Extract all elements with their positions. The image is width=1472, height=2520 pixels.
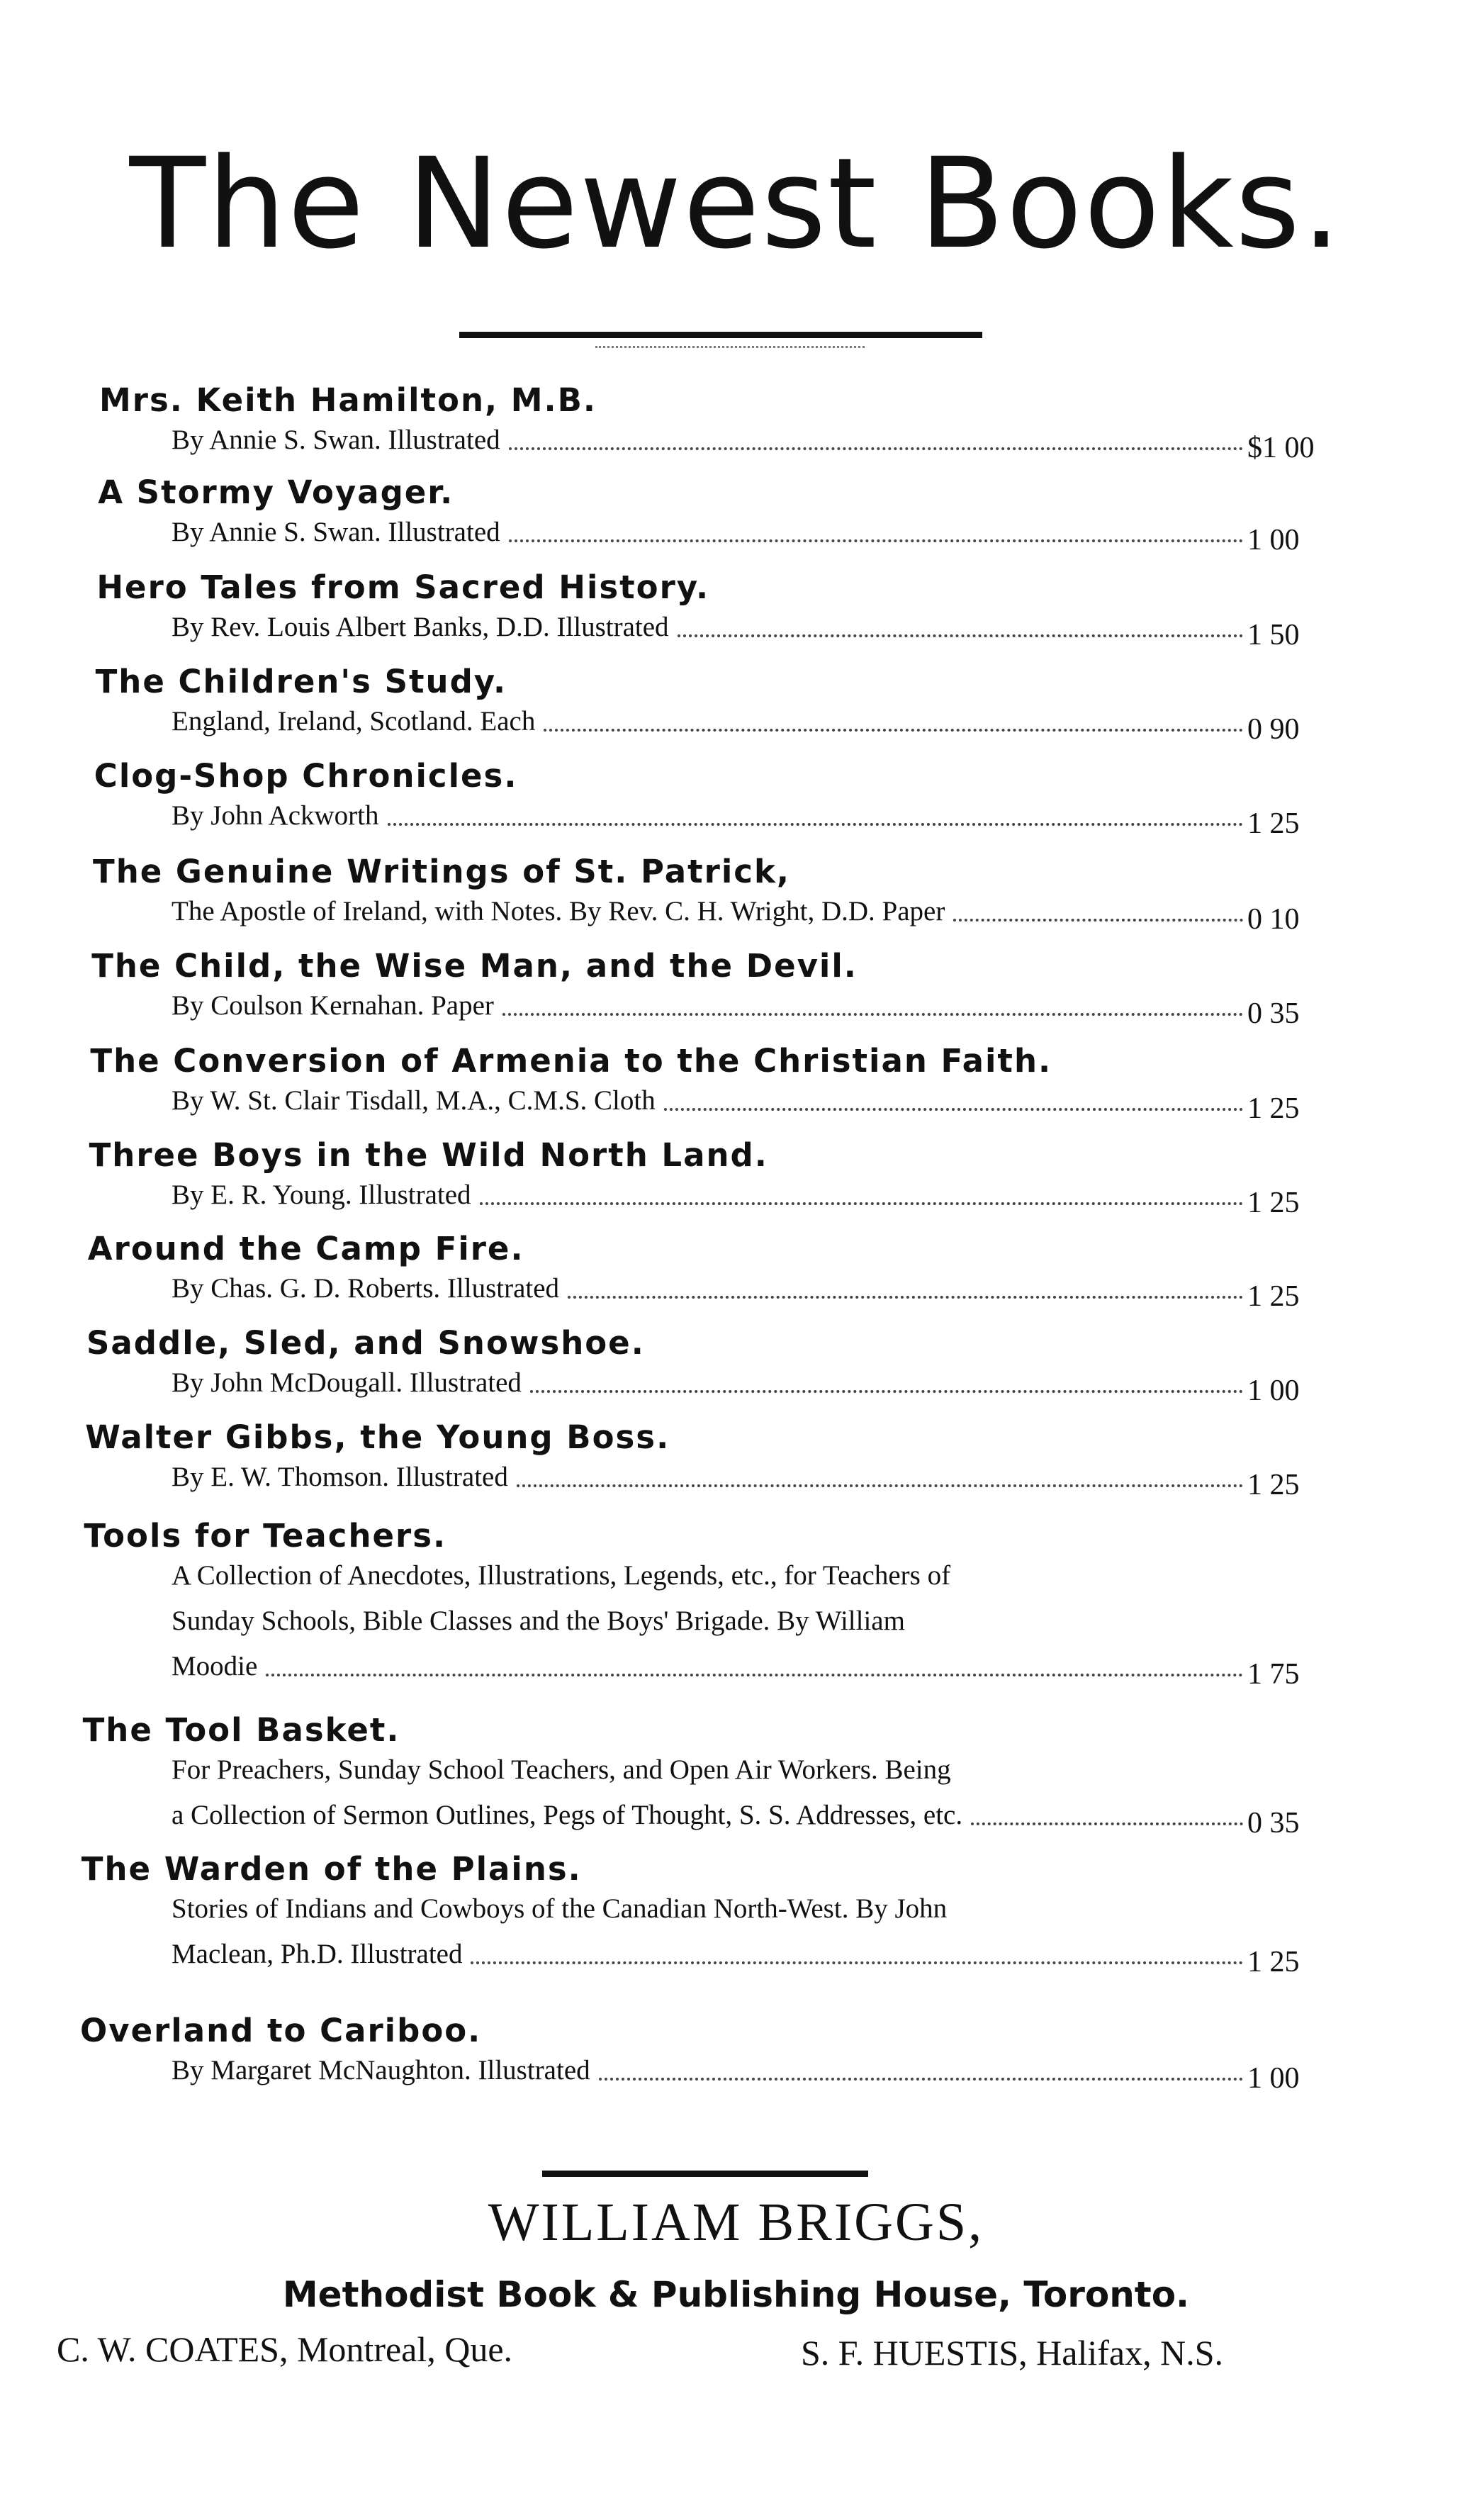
book-description-line	[172, 1893, 947, 1925]
book-description-line	[172, 516, 1243, 548]
book-description-line	[172, 611, 1243, 643]
book-description-line	[172, 1605, 905, 1637]
book-description-text: Sunday Schools, Bible Classes and the Boys' Brigade. By William	[172, 1606, 905, 1636]
book-price: 1 25	[1247, 1280, 1300, 1313]
dot-leader	[599, 2078, 1243, 2081]
book-description-text: Stories of Indians and Cowboys of the Canadian North-West. By John	[172, 1893, 948, 1924]
book-price: 1 50	[1247, 619, 1300, 651]
book-description-line	[172, 424, 1243, 456]
book-price: $1 00	[1247, 432, 1315, 464]
book-price: 1 25	[1247, 1092, 1300, 1125]
book-description-line	[172, 1085, 1243, 1116]
book-price: 1 00	[1247, 1374, 1300, 1407]
book-description-line	[172, 1650, 1243, 1682]
title-underline-ornament	[595, 346, 865, 350]
book-price: 0 35	[1247, 997, 1300, 1030]
book-description-text: By Annie S. Swan. Illustrated	[172, 517, 500, 547]
book-description-line	[172, 895, 1243, 927]
dot-leader	[971, 1822, 1243, 1825]
book-description-text: For Preachers, Sunday School Teachers, and Open Air Workers. Being	[172, 1754, 951, 1785]
book-description-text: By Rev. Louis Albert Banks, D.D. Illustrated	[172, 612, 669, 642]
book-title: The Warden of the Plains.	[81, 1850, 582, 1888]
book-description-text: By Chas. G. D. Roberts. Illustrated	[172, 1273, 560, 1304]
book-description-text: The Apostle of Ireland, with Notes. By Rev. C. H. Wright, D.D. Paper	[172, 896, 945, 926]
dot-leader	[544, 729, 1243, 732]
book-price: 1 25	[1247, 1469, 1300, 1501]
dot-leader	[471, 1961, 1243, 1964]
book-description-text: By Coulson Kernahan. Paper	[172, 990, 494, 1021]
book-price: 1 75	[1247, 1658, 1300, 1691]
book-title: Hero Tales from Sacred History.	[96, 569, 710, 606]
book-description-line	[172, 1754, 951, 1786]
book-description-line	[172, 1559, 950, 1591]
title-underline	[459, 332, 982, 338]
footer-rule	[542, 2171, 868, 2177]
book-description-line	[172, 990, 1243, 1021]
dot-leader	[480, 1202, 1243, 1205]
book-price: 1 00	[1247, 2062, 1300, 2095]
book-description-text: By John Ackworth	[172, 800, 379, 831]
agent-halifax: S. F. HUESTIS, Halifax, N.S.	[801, 2333, 1224, 2373]
agent-montreal: C. W. COATES, Montreal, Que.	[57, 2329, 513, 2369]
book-title: The Child, the Wise Man, and the Devil.	[91, 947, 858, 985]
dot-leader	[266, 1674, 1243, 1676]
page-title: The Newest Books.	[129, 131, 1343, 276]
book-price: 1 25	[1247, 1187, 1300, 1219]
book-title: Around the Camp Fire.	[87, 1230, 524, 1267]
book-title: A Stormy Voyager.	[98, 474, 454, 511]
book-description-text: By E. W. Thomson. Illustrated	[172, 1462, 508, 1492]
book-title: The Children's Study.	[95, 663, 507, 700]
book-description-text: By Annie S. Swan. Illustrated	[172, 425, 500, 455]
book-description-line	[172, 1799, 1243, 1831]
book-title: The Genuine Writings of St. Patrick,	[93, 853, 790, 890]
book-description-text: a Collection of Sermon Outlines, Pegs of Thought, S. S. Addresses, etc.	[172, 1800, 963, 1830]
book-title: Mrs. Keith Hamilton, M.B.	[99, 381, 597, 419]
dot-leader	[530, 1390, 1243, 1393]
dot-leader	[517, 1484, 1243, 1487]
book-price: 0 35	[1247, 1807, 1300, 1839]
dot-leader	[678, 634, 1243, 637]
dot-leader	[509, 539, 1243, 542]
book-description-text: By Margaret McNaughton. Illustrated	[172, 2055, 590, 2085]
book-title: Three Boys in the Wild North Land.	[89, 1136, 768, 1174]
book-description-line	[172, 705, 1243, 737]
book-price: 1 25	[1247, 1946, 1300, 1978]
dot-leader	[509, 447, 1243, 450]
dot-leader	[388, 823, 1244, 826]
book-description-text: Maclean, Ph.D. Illustrated	[172, 1939, 463, 1969]
book-description-line	[172, 1367, 1243, 1399]
book-description-text: By John McDougall. Illustrated	[172, 1367, 522, 1398]
dot-leader	[953, 919, 1243, 922]
book-description-line	[172, 2054, 1243, 2086]
book-description-line	[172, 1272, 1243, 1304]
book-price: 1 00	[1247, 524, 1300, 556]
book-description-line	[172, 1461, 1243, 1493]
book-title: Walter Gibbs, the Young Boss.	[85, 1418, 670, 1456]
publisher-name: WILLIAM BRIGGS,	[488, 2193, 984, 2252]
book-title: Overland to Cariboo.	[80, 2012, 482, 2049]
publisher-address: Methodist Book & Publishing House, Toronto.	[282, 2274, 1190, 2315]
dot-leader	[502, 1013, 1243, 1016]
book-description-text: Moodie	[172, 1651, 258, 1681]
book-title: Clog-Shop Chronicles.	[94, 757, 518, 795]
book-description-text: By E. R. Young. Illustrated	[172, 1180, 471, 1210]
book-price: 0 90	[1247, 713, 1300, 746]
book-description-line	[172, 1938, 1243, 1970]
book-title: Tools for Teachers.	[84, 1517, 447, 1555]
book-title: The Tool Basket.	[82, 1711, 400, 1749]
book-description-text: By W. St. Clair Tisdall, M.A., C.M.S. Cloth	[172, 1085, 656, 1116]
book-title: The Conversion of Armenia to the Christian Faith.	[90, 1042, 1052, 1080]
book-description-line	[172, 1179, 1243, 1211]
dot-leader	[568, 1296, 1243, 1299]
book-price: 1 25	[1247, 807, 1300, 840]
book-description-line	[172, 800, 1243, 831]
book-title: Saddle, Sled, and Snowshoe.	[86, 1324, 645, 1362]
book-description-text: A Collection of Anecdotes, Illustrations, Legends, etc., for Teachers of	[172, 1560, 951, 1591]
book-price: 0 10	[1247, 903, 1300, 936]
book-description-text: England, Ireland, Scotland. Each	[172, 706, 536, 737]
dot-leader	[664, 1108, 1243, 1111]
